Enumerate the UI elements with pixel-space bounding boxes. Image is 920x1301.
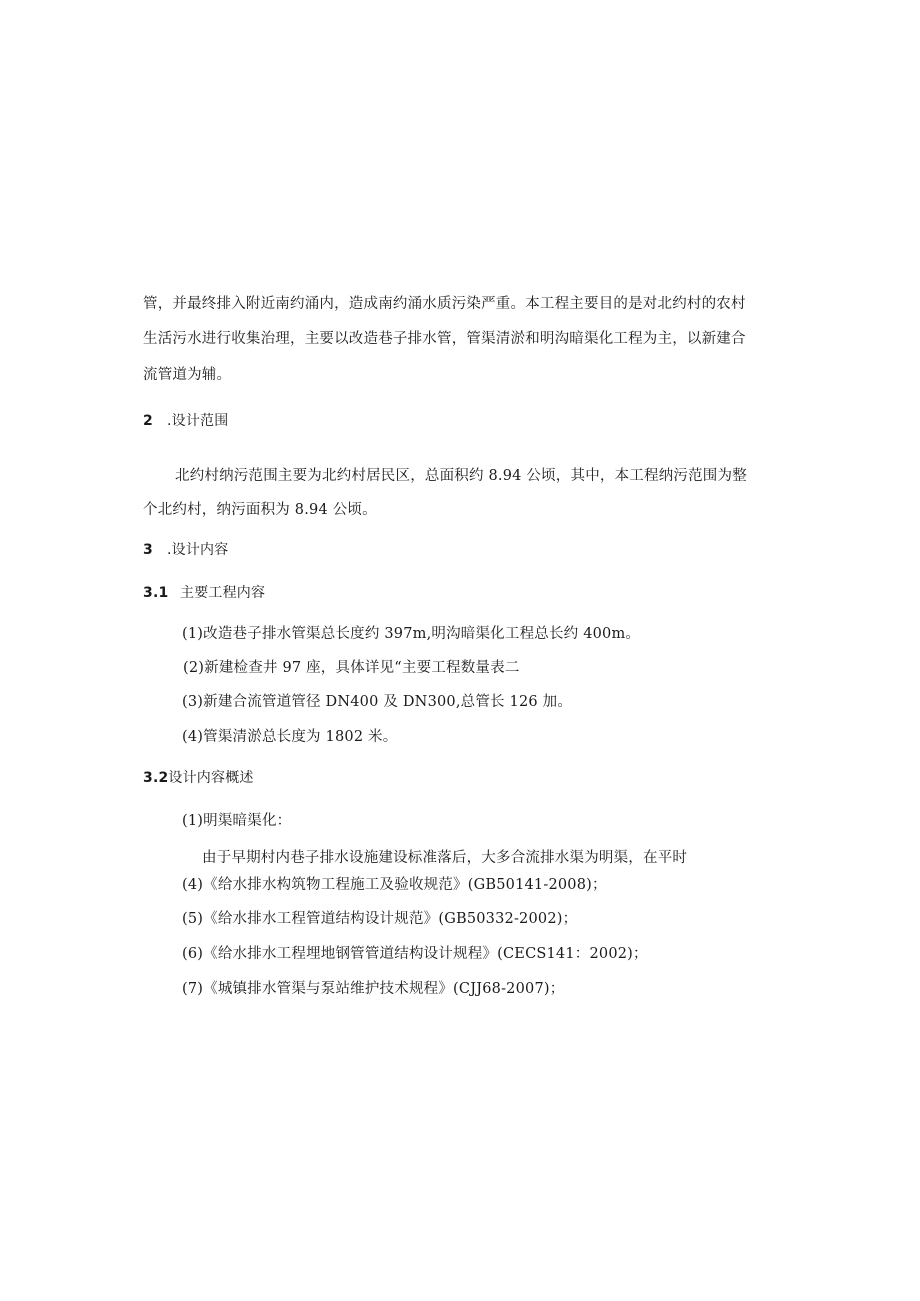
section-3-heading [143,541,228,559]
reference-item-5: (5)《给水排水工程管道结构设计规范》(GB50332-2002)； [182,911,578,927]
section-number: 3.1 [143,585,169,601]
section-number: 2 [143,413,153,429]
section-2-heading [143,412,228,430]
reference-item-7: (7)《城镇排水管渠与泵站维护技术规程》(CJJ68-2007)； [182,981,565,997]
intro-line-2: 生活污水进行收集治理，主要以改造巷子排水管，管渠清淤和明沟暗渠化工程为主，以新建合 [143,331,746,347]
subsection-1-title: (1)明渠暗渠化： [182,813,292,829]
work-item-4: (4)管渠清淤总长度为 1802 米。 [182,729,398,745]
section-number: 3.2 [143,770,169,786]
intro-line-3: 流管道为辅。 [143,367,232,383]
work-item-2: (2)新建检查井 97 座，具体详见“主要工程数量表二 [183,660,520,676]
section-2-paragraph-line-1: 北约村纳污范围主要为北约村居民区，总面积约 8.94 公顷，其中，本工程纳污范围为整 [175,468,747,484]
section-number: 3 [143,542,153,558]
section-3-2-heading [143,769,254,787]
section-3-1-heading [143,584,265,602]
work-item-3: (3)新建合流管道管径 DN400 及 DN300,总管长 126 加。 [182,694,573,710]
section-2-paragraph-line-2: 个北约村，纳污面积为 8.94 公顷。 [143,502,377,518]
section-title: 主要工程内容 [180,585,266,601]
subsection-1-text: 由于早期村内巷子排水设施建设标准落后，大多合流排水渠为明渠，在平时 [202,850,688,866]
reference-item-4: (4)《给水排水构筑物工程施工及验收规范》(GB50141-2008)； [182,877,607,893]
work-item-1: (1)改造巷子排水管渠总长度约 397m,明沟暗渠化工程总长约 400m。 [182,626,641,642]
section-title: 设计内容概述 [168,770,254,786]
section-title: .设计内容 [167,542,229,558]
section-title: .设计范围 [167,413,229,429]
intro-line-1: 管，并最终排入附近南约涌内，造成南约涌水质污染严重。本工程主要目的是对北约村的农村 [143,296,746,312]
reference-item-6: (6)《给水排水工程埋地钢管管道结构设计规程》(CECS141：2002)； [182,946,648,962]
